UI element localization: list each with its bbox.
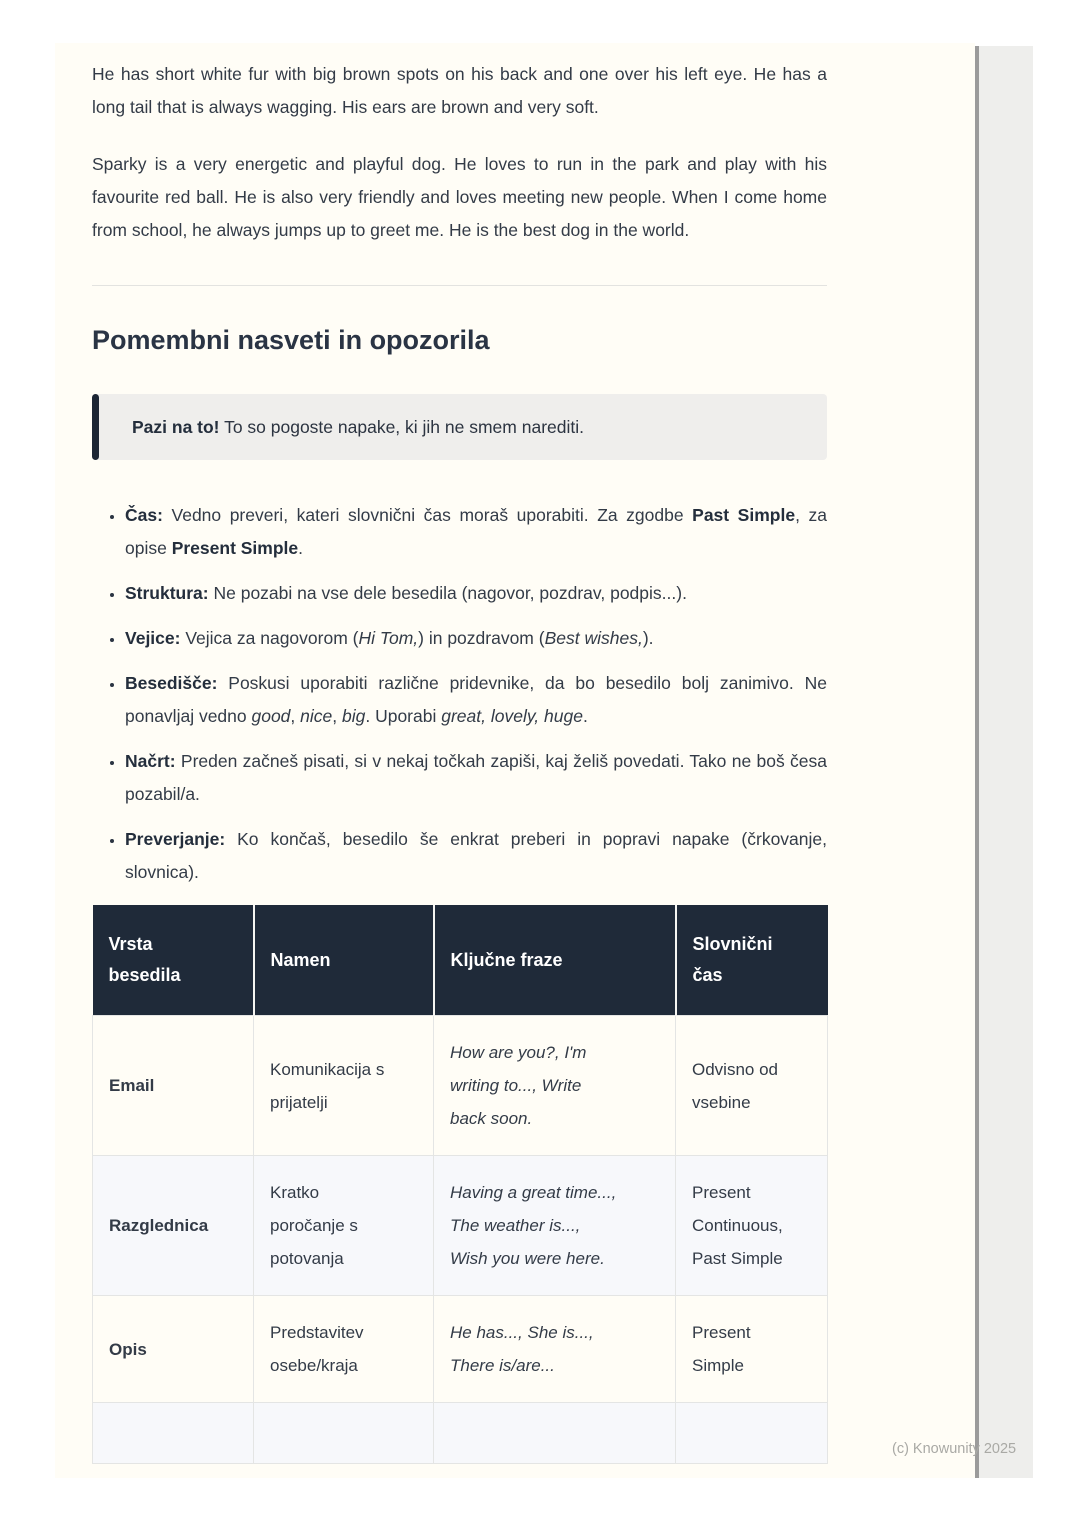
cell-namen: Kratko poročanje s potovanja (254, 1156, 434, 1296)
cell-empty (254, 1403, 434, 1464)
tip-item-besedisce: • Besedišče: Poskusi uporabiti različne pridevnike, da bo besedilo bolj zanimivo. Ne ponavljaj vedno good, nice, big. Uporabi great, lovely, huge. (125, 667, 827, 733)
page-edge-panel (979, 46, 1033, 1478)
cell-cas: Odvisno od vsebine (676, 1016, 828, 1156)
cell-empty (93, 1403, 254, 1464)
header-slovnicni-cas: Slovnični čas (676, 905, 828, 1016)
table-row-razglednica (93, 1156, 828, 1296)
callout-text (132, 416, 803, 438)
cell-fraze: Having a great time..., The weather is..., Wish you were here. (434, 1156, 676, 1296)
tips-list (92, 499, 827, 889)
header-vrsta-besedila: Vrsta besedila (93, 905, 254, 1016)
cell-namen: Predstavitev osebe/kraja (254, 1296, 434, 1403)
callout-label: Pazi na to! (132, 417, 220, 437)
warning-callout (92, 394, 827, 460)
cell-fraze: He has..., She is..., There is/are... (434, 1296, 676, 1403)
tip-item-vejice: • Vejice: Vejica za nagovorom (Hi Tom,) in pozdravom (Best wishes,). (125, 622, 827, 655)
paragraph-dog-character: Sparky is a very energetic and playful dog. He loves to run in the park and play with his favourite red ball. He is also very friendly and loves meeting new people. When I come home from school, he always jumps up to greet me. He is the best dog in the world. (92, 154, 827, 240)
page-content (92, 43, 827, 1464)
cell-namen: Komunikacija s prijatelji (254, 1016, 434, 1156)
cell-cas: Present Continuous, Past Simple (676, 1156, 828, 1296)
cell-cas: Present Simple (676, 1296, 828, 1403)
cell-type: Razglednica (93, 1156, 254, 1296)
table-row-opis (93, 1296, 828, 1403)
callout-body: To so pogoste napake, ki jih ne smem narediti. (224, 417, 584, 437)
text-types-table (92, 905, 828, 1464)
cell-empty (676, 1403, 828, 1464)
cell-fraze: How are you?, I'm writing to..., Write back soon. (434, 1016, 676, 1156)
cell-type: Opis (93, 1296, 254, 1403)
tip-item-preverjanje: • Preverjanje: Ko končaš, besedilo še enkrat preberi in popravi napake (črkovanje, slovnica). (125, 823, 827, 889)
tip-item-nacrt: • Načrt: Preden začneš pisati, si v nekaj točkah zapiši, kaj želiš povedati. Tako ne boš česa pozabil/a. (125, 745, 827, 811)
cell-type: Email (93, 1016, 254, 1156)
tip-item-cas: • Čas: Vedno preveri, kateri slovnični čas moraš uporabiti. Za zgodbe Past Simple, za opise Present Simple. (125, 499, 827, 565)
callout-accent-bar (92, 394, 99, 460)
header-namen: Namen (254, 905, 434, 1016)
paragraph-dog-appearance: He has short white fur with big brown spots on his back and one over his left eye. He has a long tail that is always wagging. His ears are brown and very soft. (92, 64, 827, 117)
section-divider (92, 285, 827, 286)
cell-empty (434, 1403, 676, 1464)
table-row-clipped (93, 1403, 828, 1464)
table-row-email (93, 1016, 828, 1156)
tip-item-struktura: • Struktura: Ne pozabi na vse dele besedila (nagovor, pozdrav, podpis...). (125, 577, 827, 610)
section-heading: Pomembni nasveti in opozorila (92, 325, 490, 355)
table-header-row (93, 905, 828, 1016)
document-page (55, 43, 975, 1478)
header-kljucne-fraze: Ključne fraze (434, 905, 676, 1016)
copyright-watermark: (c) Knowunity 2025 (892, 1441, 1017, 1457)
